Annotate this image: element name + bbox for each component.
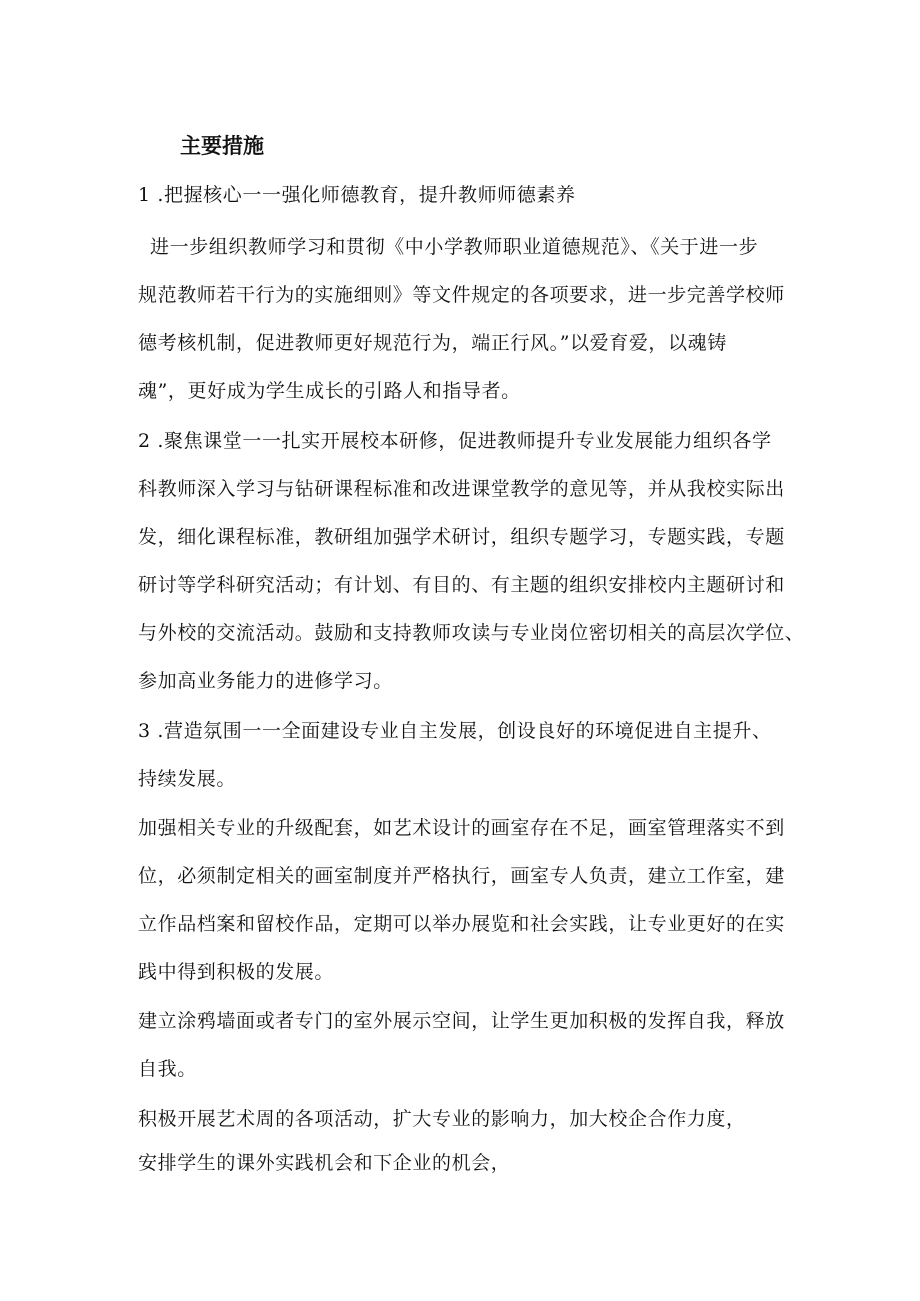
paragraph-line: 自我。 [138, 1058, 197, 1080]
paragraph-line: 建立涂鸦墙面或者专门的室外展示空间，让学生更加积极的发挥自我，释放 [138, 1010, 785, 1032]
paragraph-line: 持续发展。 [138, 768, 237, 790]
paragraph-line: 魂”，更好成为学生成长的引路人和指导者。 [138, 380, 521, 402]
paragraph-line: 发，细化课程标准，教研组加强学术研讨，组织专题学习，专题实践，专题 [138, 526, 785, 548]
paragraph-line: 与外校的交流活动。鼓励和支持教师攻读与专业岗位密切相关的高层次学位、 [138, 622, 805, 644]
paragraph-line: 科教师深入学习与钻研课程标准和改进课堂教学的意见等，并从我校实际出 [138, 478, 785, 500]
item-1-title: 1 .把握核心一一强化师德教育，提升教师师德素养 [138, 184, 576, 206]
paragraph-line: 德考核机制，促进教师更好规范行为，端正行风。”以爱育爱，以魂铸 [138, 332, 727, 354]
paragraph-line: 立作品档案和留校作品，定期可以举办展览和社会实践，让专业更好的在实 [138, 913, 785, 935]
paragraph-line: 进一步组织教师学习和贯彻《中小学教师职业道德规范》、《关于进一步 [150, 236, 759, 258]
paragraph-line: 参加高业务能力的进修学习。 [138, 670, 393, 692]
paragraph-line: 规范教师若干行为的实施细则》等文件规定的各项要求，进一步完善学校师 [138, 284, 785, 306]
item-2-title: 2 .聚焦课堂一一扎实开展校本研修，促进教师提升专业发展能力组织各学 [138, 430, 772, 452]
paragraph-line: 安排学生的课外实践机会和下企业的机会， [138, 1152, 511, 1174]
paragraph-line: 加强相关专业的升级配套，如艺术设计的画室存在不足，画室管理落实不到 [138, 817, 785, 839]
paragraph-line: 积极开展艺术周的各项活动，扩大专业的影响力，加大校企合作力度， [138, 1108, 746, 1130]
paragraph-line: 位，必须制定相关的画室制度并严格执行，画室专人负责，建立工作室，建 [138, 865, 785, 887]
paragraph-line: 践中得到积极的发展。 [138, 961, 335, 983]
section-heading: 主要措施 [180, 134, 264, 158]
item-3-title: 3 .营造氛围一一全面建设专业自主发展，创设良好的环境促进自主提升、 [138, 720, 772, 742]
paragraph-line: 研讨等学科研究活动；有计划、有目的、有主题的组织安排校内主题研讨和 [138, 574, 785, 596]
